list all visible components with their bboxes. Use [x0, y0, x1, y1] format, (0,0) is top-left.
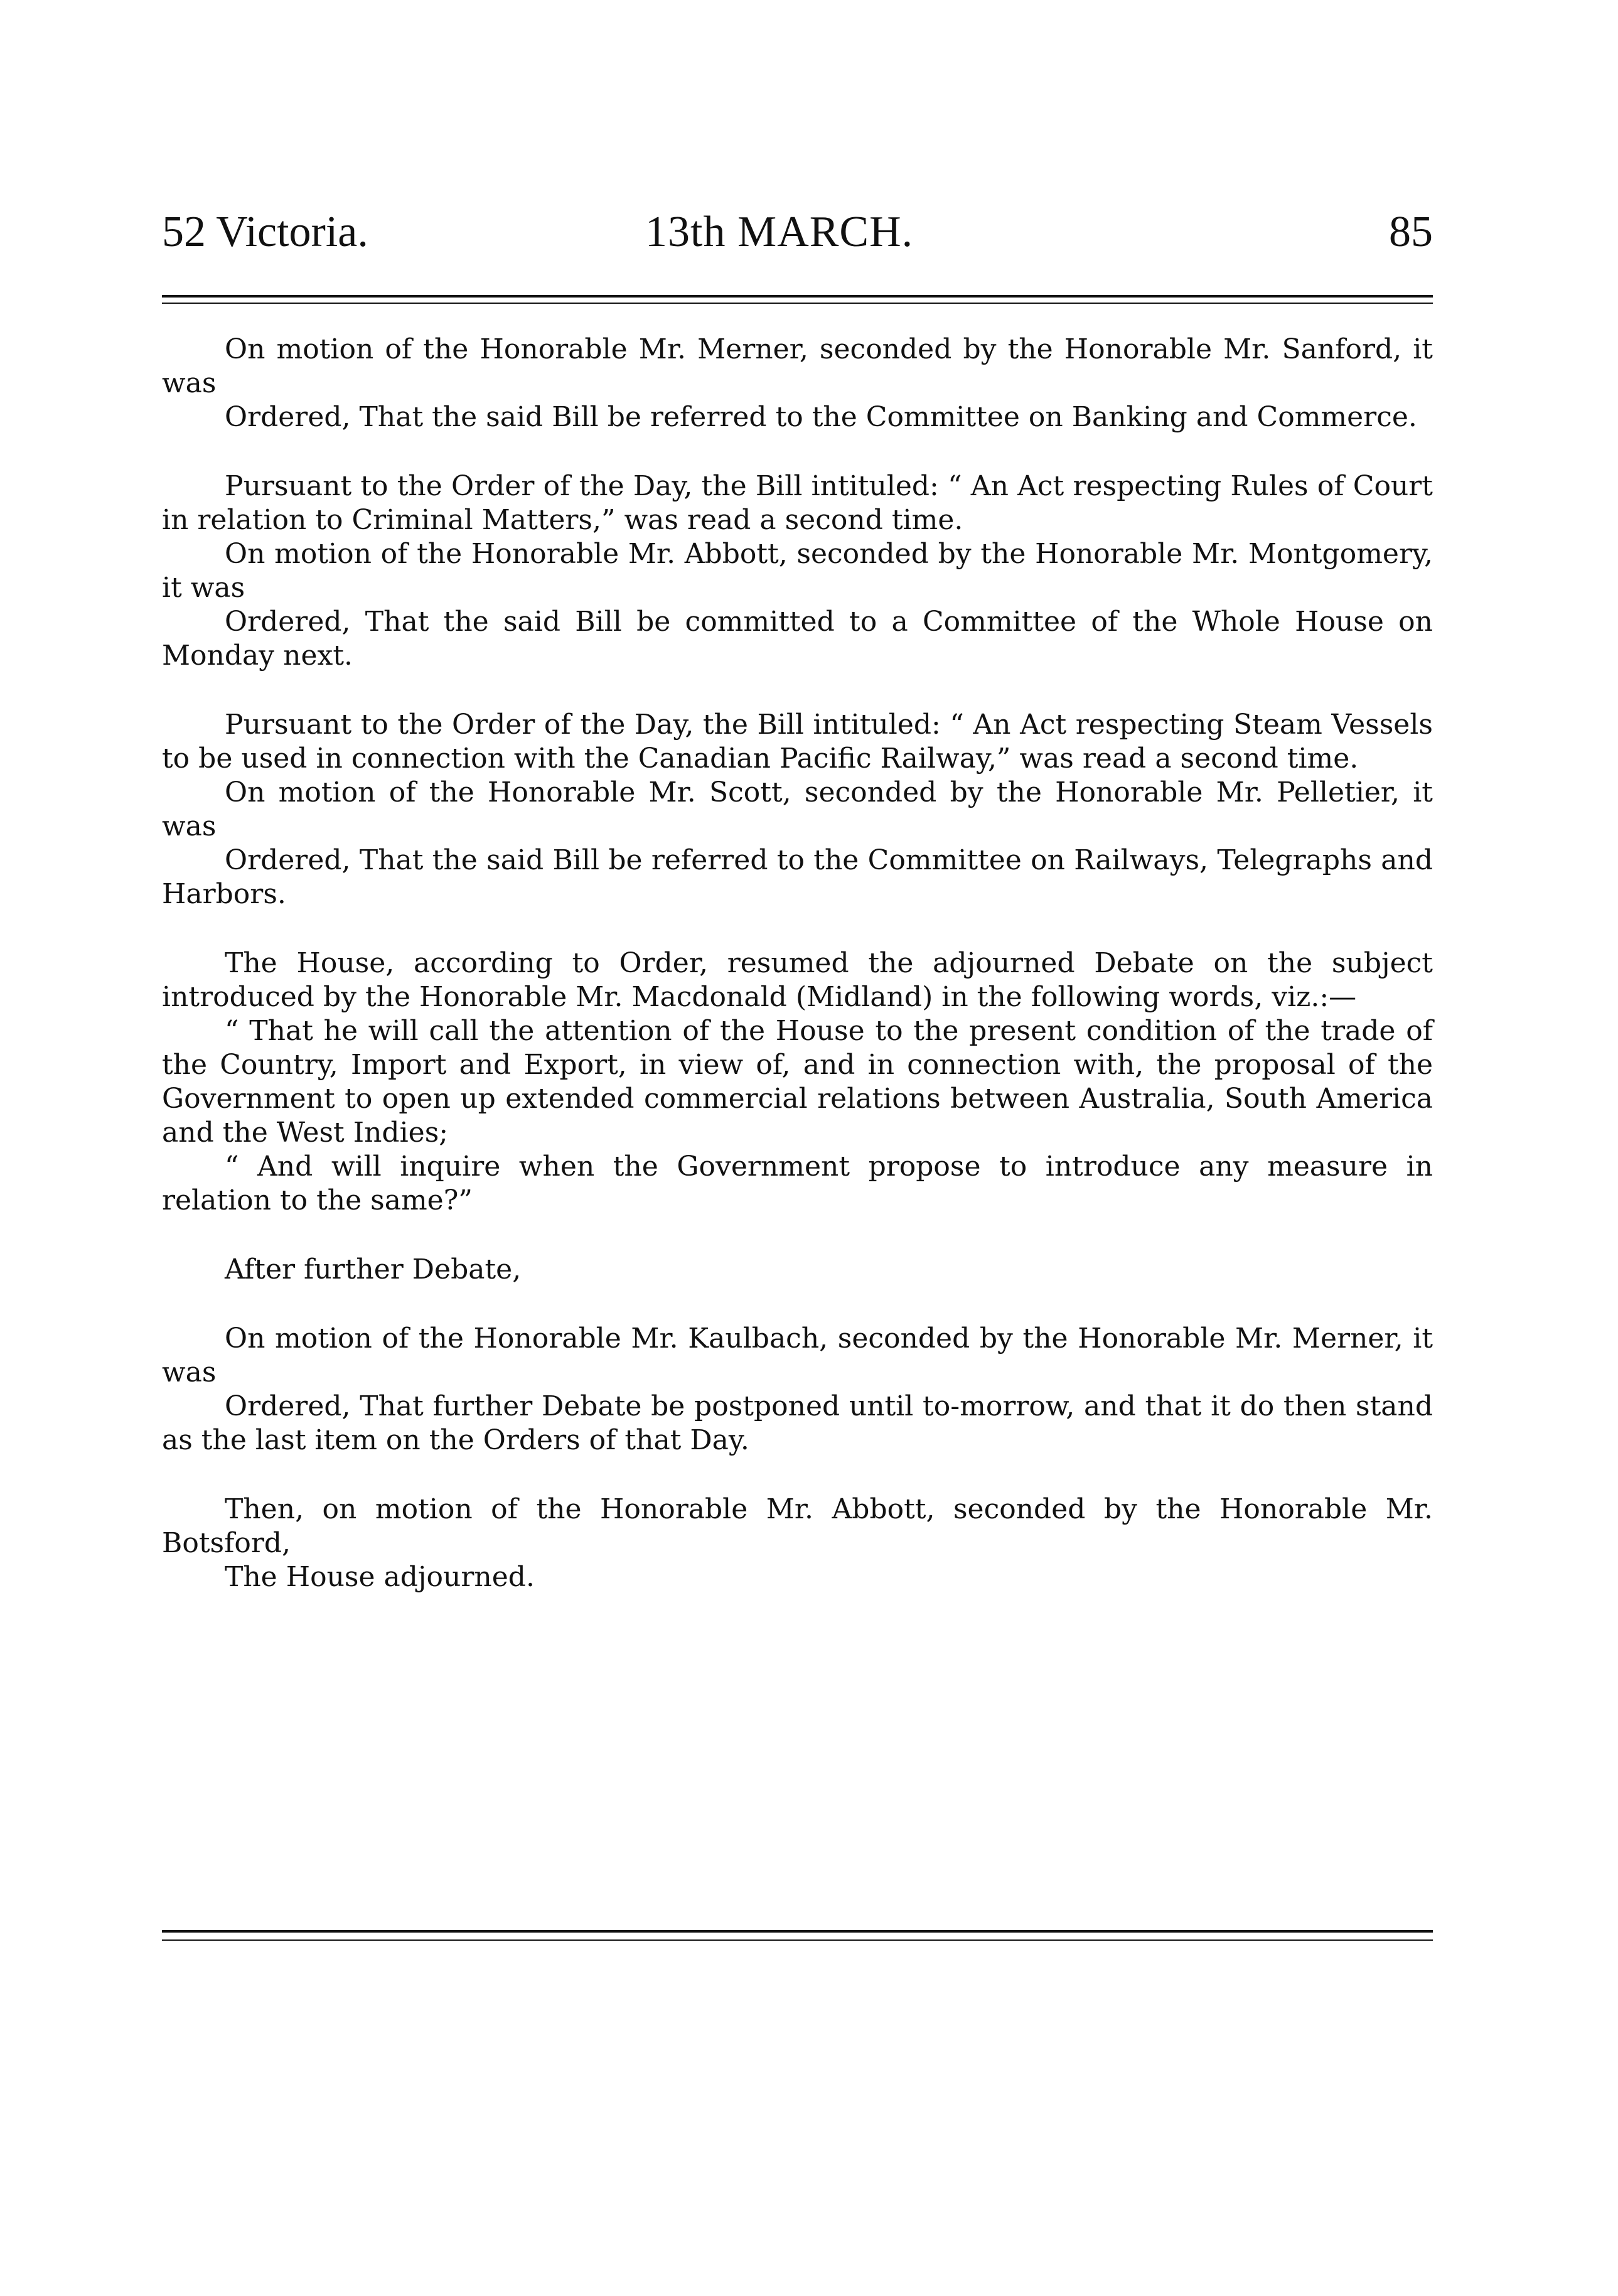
paragraph: Ordered, That further Debate be postponed until to-morrow, and that it do then stand as the last item on the Orders of that Day. — [162, 1390, 1433, 1456]
entry-adjourned-debate — [162, 947, 1433, 1218]
paragraph: Ordered, That the said Bill be referred to the Committee on Banking and Commerce. — [225, 401, 1417, 433]
paragraph: The House, according to Order, resumed the adjourned Debate on the subject introduced by the Honorable Mr. Macdonald (Midland) in the following words, viz.:— — [162, 947, 1433, 1013]
paragraph: On motion of the Honorable Mr. Abbott, seconded by the Honorable Mr. Montgomery, it was — [162, 538, 1433, 604]
paragraph: Ordered, That the said Bill be committed to a Committee of the Whole House on Monday next. — [162, 606, 1433, 672]
entry-debate-postponed — [162, 1322, 1433, 1457]
paragraph: After further Debate, — [225, 1253, 522, 1285]
page-header — [162, 207, 1433, 264]
entry-steam-vessels-bill — [162, 708, 1433, 911]
paragraph: Then, on motion of the Honorable Mr. Abbott, seconded by the Honorable Mr. Botsford, — [162, 1493, 1433, 1559]
paragraph: On motion of the Honorable Mr. Kaulbach, seconded by the Honorable Mr. Merner, it was — [162, 1322, 1433, 1388]
entry-banking-committee — [162, 333, 1433, 434]
entry-house-adjourned — [162, 1493, 1433, 1594]
footer-rule-top — [162, 1930, 1433, 1933]
header-session: 52 Victoria. — [162, 208, 368, 256]
paragraph: “ And will inquire when the Government propose to introduce any measure in relation to the same?” — [162, 1151, 1433, 1216]
header-date: 13th MARCH. — [645, 208, 914, 256]
paragraph: The House adjourned. — [225, 1561, 535, 1593]
header-rule-bottom — [162, 303, 1433, 304]
paragraph: On motion of the Honorable Mr. Scott, seconded by the Honorable Mr. Pelletier, it was — [162, 776, 1433, 842]
page-number: 85 — [1389, 208, 1433, 256]
paragraph: Pursuant to the Order of the Day, the Bill intituled: “ An Act respecting Steam Vessels to be used in connection with the Canadian Pacific Railway,” was read a second time. — [162, 709, 1433, 775]
journal-body — [162, 333, 1433, 1629]
paragraph: Ordered, That the said Bill be referred to the Committee on Railways, Telegraphs and Harbors. — [162, 844, 1433, 910]
header-rule-top — [162, 295, 1433, 298]
paragraph: Pursuant to the Order of the Day, the Bill intituled: “ An Act respecting Rules of Court in relation to Criminal Matters,” was read a second time. — [162, 470, 1433, 536]
entry-further-debate — [162, 1253, 1433, 1287]
paragraph: On motion of the Honorable Mr. Merner, seconded by the Honorable Mr. Sanford, it was — [162, 333, 1433, 399]
entry-rules-of-court-bill — [162, 469, 1433, 673]
paragraph: “ That he will call the attention of the House to the present condition of the trade of the Country, Import and Export, in view of, and in connection with, the proposal of the Government to open up extended commercial relations between Australia, South America and the West Indies; — [162, 1015, 1433, 1149]
footer-rule-bottom — [162, 1939, 1433, 1941]
